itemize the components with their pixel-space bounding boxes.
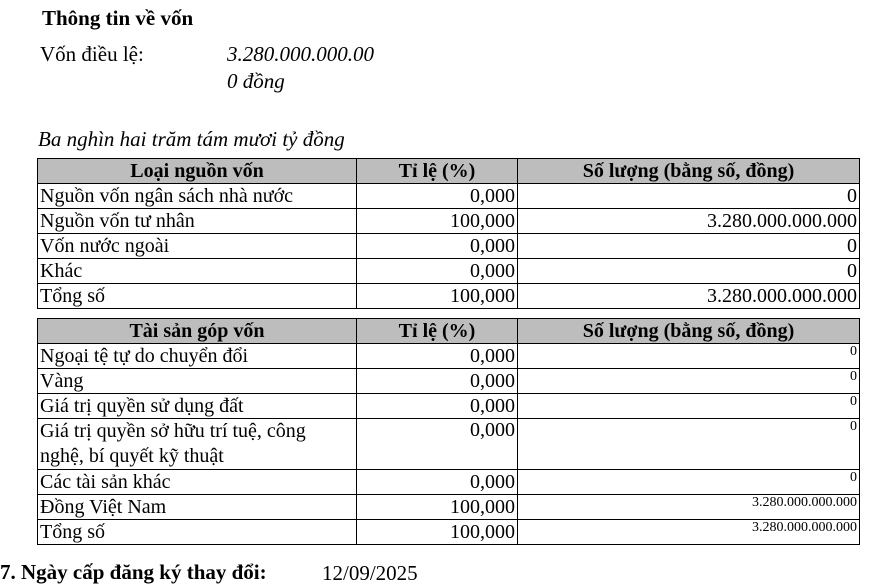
row-amount: 0 (518, 344, 860, 369)
row-amount: 0 (518, 184, 860, 209)
row-amount: 0 (518, 470, 860, 495)
table-header-row (38, 319, 860, 344)
row-name: Đồng Việt Nam (38, 495, 357, 520)
table-total-row (38, 520, 860, 545)
table-row (38, 234, 860, 259)
row-name: Các tài sản khác (38, 470, 357, 495)
row-ratio: 100,000 (357, 284, 518, 309)
table-total-row (38, 284, 860, 309)
column-header-amount: Số lượng (bằng số, đồng) (518, 159, 860, 184)
table-header-row (38, 159, 860, 184)
capital-section-title: Thông tin về vốn (42, 6, 194, 30)
row-amount: 0 (518, 394, 860, 419)
row-name: Nguồn vốn ngân sách nhà nước (38, 184, 357, 209)
column-header-asset-type: Tài sản góp vốn (38, 319, 357, 344)
row-name: Tổng số (38, 284, 357, 309)
row-ratio: 100,000 (357, 520, 518, 545)
row-amount: 0 (518, 369, 860, 394)
row-name: Tổng số (38, 520, 357, 545)
charter-capital-in-words: Ba nghìn hai trăm tám mươi tỷ đồng (38, 127, 345, 151)
column-header-ratio: Tỉ lệ (%) (357, 159, 518, 184)
column-header-amount: Số lượng (bằng số, đồng) (518, 319, 860, 344)
row-name: Nguồn vốn tư nhân (38, 209, 357, 234)
row-ratio: 0,000 (357, 234, 518, 259)
row-name: Ngoại tệ tự do chuyển đổi (38, 344, 357, 369)
row-ratio: 0,000 (357, 369, 518, 394)
table-row (38, 259, 860, 284)
table-row (38, 419, 860, 470)
row-name: Vàng (38, 369, 357, 394)
charter-capital-label: Vốn điều lệ: (40, 42, 144, 66)
table-row (38, 344, 860, 369)
row-name: Giá trị quyền sở hữu trí tuệ, công nghệ, bí quyết kỹ thuật (38, 419, 357, 470)
column-header-ratio: Tỉ lệ (%) (357, 319, 518, 344)
column-header-source-type: Loại nguồn vốn (38, 159, 357, 184)
row-ratio: 100,000 (357, 209, 518, 234)
row-amount: 0 (518, 234, 860, 259)
row-name: Vốn nước ngoài (38, 234, 357, 259)
change-date-value: 12/09/2025 (322, 561, 418, 585)
capital-assets-table (37, 318, 860, 545)
change-date-label: 7. Ngày cấp đăng ký thay đổi: (0, 560, 267, 584)
table-row (38, 394, 860, 419)
row-amount: 3.280.000.000.000 (518, 520, 860, 545)
capital-sources-table (37, 158, 860, 309)
row-ratio: 0,000 (357, 394, 518, 419)
row-ratio: 0,000 (357, 470, 518, 495)
table-row (38, 495, 860, 520)
row-amount: 0 (518, 259, 860, 284)
row-ratio: 0,000 (357, 344, 518, 369)
row-amount: 3.280.000.000.000 (518, 284, 860, 309)
row-name: Khác (38, 259, 357, 284)
table-row (38, 209, 860, 234)
row-name: Giá trị quyền sử dụng đất (38, 394, 357, 419)
row-ratio: 100,000 (357, 495, 518, 520)
row-ratio: 0,000 (357, 259, 518, 284)
row-ratio: 0,000 (357, 419, 518, 470)
row-amount: 0 (518, 419, 860, 470)
table-row (38, 369, 860, 394)
row-amount: 3.280.000.000.000 (518, 495, 860, 520)
table-row (38, 470, 860, 495)
table-row (38, 184, 860, 209)
row-ratio: 0,000 (357, 184, 518, 209)
row-amount: 3.280.000.000.000 (518, 209, 860, 234)
charter-capital-unit: 0 đồng (227, 69, 285, 93)
charter-capital-amount: 3.280.000.000.00 (227, 42, 374, 66)
